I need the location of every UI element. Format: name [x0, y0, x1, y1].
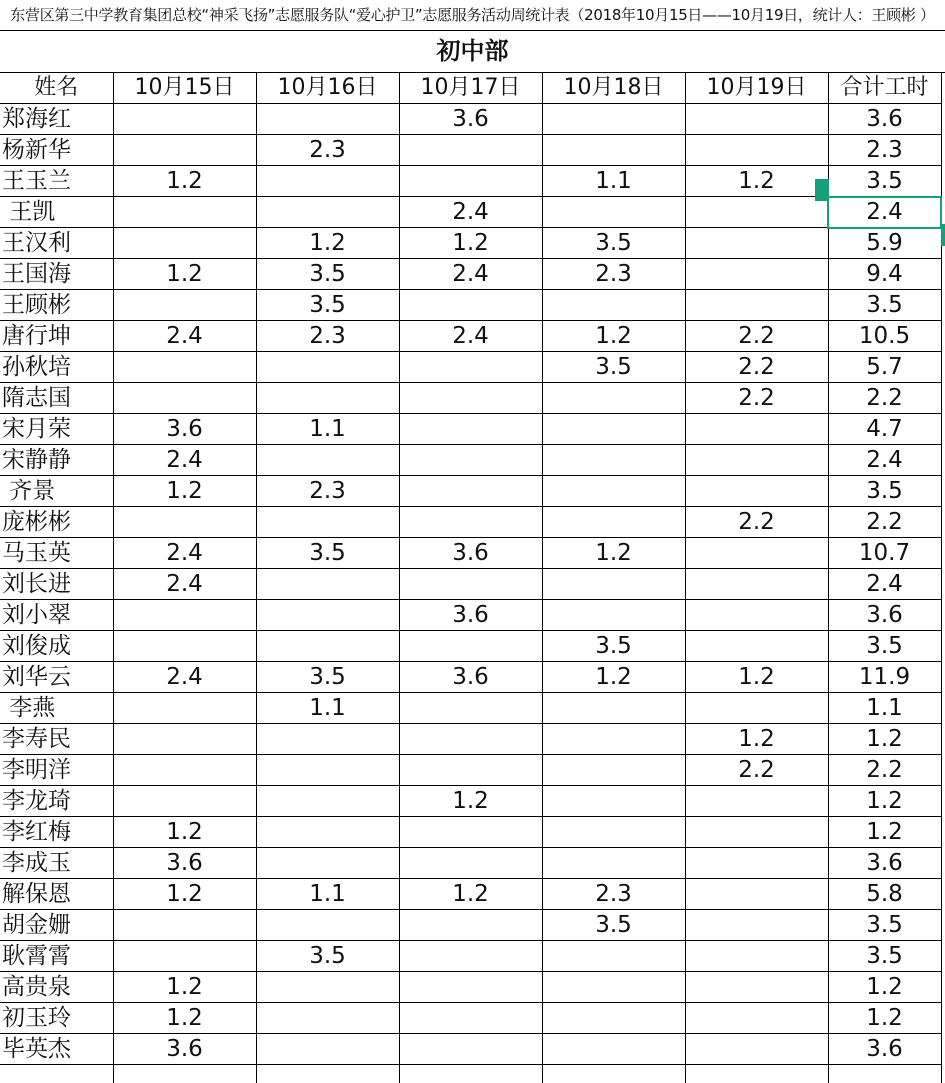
oct15-cell[interactable] [113, 290, 256, 321]
oct16-cell[interactable] [256, 352, 399, 383]
total-cell[interactable]: 1.2 [828, 786, 941, 817]
total-cell[interactable]: 10.5 [828, 321, 941, 352]
hours-table [0, 73, 942, 1083]
table-row [0, 786, 941, 817]
table-row [0, 569, 941, 600]
oct19-cell[interactable] [685, 1034, 828, 1065]
oct15-cell[interactable] [113, 507, 256, 538]
oct16-cell[interactable]: 1.2 [256, 228, 399, 259]
name-cell[interactable]: 李明洋 [0, 755, 113, 786]
table-row [0, 507, 941, 538]
oct17-cell[interactable] [399, 290, 542, 321]
oct16-cell[interactable] [256, 600, 399, 631]
oct15-cell[interactable] [113, 693, 256, 724]
oct17-cell[interactable]: 1.2 [399, 879, 542, 910]
oct17-cell[interactable] [399, 1034, 542, 1065]
table-row [0, 259, 941, 290]
total-cell[interactable]: 9.4 [828, 259, 941, 290]
oct16-cell[interactable] [256, 631, 399, 662]
oct17-cell[interactable] [399, 569, 542, 600]
oct18-cell[interactable] [542, 1003, 685, 1034]
table-row [0, 476, 941, 507]
oct19-cell[interactable]: 2.2 [685, 755, 828, 786]
oct16-cell[interactable] [256, 848, 399, 879]
name-cell[interactable]: 庞彬彬 [0, 507, 113, 538]
name-cell[interactable]: 解保恩 [0, 879, 113, 910]
oct19-cell[interactable] [685, 197, 828, 228]
name-cell[interactable]: 郑海红 [0, 104, 113, 135]
oct19-cell[interactable] [685, 414, 828, 445]
oct17-cell[interactable]: 1.2 [399, 786, 542, 817]
oct15-cell[interactable] [113, 724, 256, 755]
oct17-cell[interactable] [399, 507, 542, 538]
oct15-cell[interactable]: 3.6 [113, 414, 256, 445]
total-cell[interactable]: 3.5 [828, 631, 941, 662]
oct19-cell[interactable] [685, 290, 828, 321]
oct16-cell[interactable]: 2.3 [256, 321, 399, 352]
oct17-cell[interactable] [399, 1003, 542, 1034]
oct19-cell[interactable] [685, 445, 828, 476]
oct15-cell[interactable]: 2.4 [113, 321, 256, 352]
total-cell[interactable]: 1.2 [828, 972, 941, 1003]
table-row [0, 1034, 941, 1065]
table-row [0, 538, 941, 569]
oct18-cell[interactable]: 3.5 [542, 910, 685, 941]
oct16-cell[interactable] [256, 786, 399, 817]
total-cell[interactable]: 2.3 [828, 135, 941, 166]
oct15-cell[interactable]: 1.2 [113, 879, 256, 910]
oct16-cell[interactable] [256, 383, 399, 414]
empty-cell[interactable] [113, 1065, 256, 1083]
name-cell[interactable]: 胡金姗 [0, 910, 113, 941]
column-header-oct17[interactable]: 10月17日 [399, 73, 542, 104]
table-row [0, 290, 941, 321]
oct19-cell[interactable] [685, 786, 828, 817]
header-row [0, 73, 941, 104]
total-cell[interactable]: 1.2 [828, 724, 941, 755]
oct15-cell[interactable]: 1.2 [113, 1003, 256, 1034]
total-cell[interactable]: 2.4 [828, 445, 941, 476]
column-header-oct19[interactable]: 10月19日 [685, 73, 828, 104]
oct15-cell[interactable] [113, 755, 256, 786]
oct19-cell[interactable] [685, 600, 828, 631]
selected-cell-outline[interactable] [827, 196, 942, 229]
empty-cell[interactable] [542, 1065, 685, 1083]
oct16-cell[interactable] [256, 569, 399, 600]
oct16-cell[interactable] [256, 724, 399, 755]
name-cell[interactable]: 李红梅 [0, 817, 113, 848]
oct19-cell[interactable] [685, 1003, 828, 1034]
oct16-cell[interactable]: 3.5 [256, 259, 399, 290]
total-cell[interactable]: 3.6 [828, 1034, 941, 1065]
oct18-cell[interactable]: 1.2 [542, 538, 685, 569]
oct17-cell[interactable] [399, 445, 542, 476]
name-cell[interactable]: 王汉利 [0, 228, 113, 259]
name-cell[interactable]: 唐行坤 [0, 321, 113, 352]
oct15-cell[interactable]: 1.2 [113, 972, 256, 1003]
total-cell[interactable]: 1.2 [828, 817, 941, 848]
oct16-cell[interactable]: 2.3 [256, 476, 399, 507]
oct16-cell[interactable] [256, 755, 399, 786]
oct19-cell[interactable] [685, 476, 828, 507]
total-cell[interactable]: 3.6 [828, 104, 941, 135]
oct19-cell[interactable] [685, 259, 828, 290]
oct16-cell[interactable]: 1.1 [256, 414, 399, 445]
name-cell[interactable]: 李寿民 [0, 724, 113, 755]
oct18-cell[interactable] [542, 104, 685, 135]
oct19-cell[interactable] [685, 817, 828, 848]
total-cell[interactable]: 5.9 [828, 228, 941, 259]
oct17-cell[interactable] [399, 383, 542, 414]
oct18-cell[interactable] [542, 755, 685, 786]
total-cell[interactable]: 2.4 [828, 197, 941, 228]
sheet-title[interactable]: 东营区第三中学教育集团总校“神采飞扬”志愿服务队“爱心护卫”志愿服务活动周统计表（2018年10月15日——10月19日，统计人：王顾彬 ） [0, 0, 945, 31]
oct16-cell[interactable] [256, 197, 399, 228]
oct18-cell[interactable] [542, 786, 685, 817]
total-cell[interactable]: 10.7 [828, 538, 941, 569]
oct17-cell[interactable] [399, 848, 542, 879]
oct15-cell[interactable] [113, 383, 256, 414]
oct15-cell[interactable]: 2.4 [113, 538, 256, 569]
selection-start-handle[interactable] [815, 179, 829, 201]
oct19-cell[interactable]: 1.2 [685, 166, 828, 197]
oct18-cell[interactable] [542, 197, 685, 228]
total-cell[interactable]: 2.2 [828, 383, 941, 414]
oct17-cell[interactable] [399, 414, 542, 445]
oct18-cell[interactable]: 3.5 [542, 352, 685, 383]
table-row [0, 166, 941, 197]
oct18-cell[interactable] [542, 817, 685, 848]
oct18-cell[interactable]: 2.3 [542, 259, 685, 290]
oct19-cell[interactable] [685, 910, 828, 941]
oct15-cell[interactable]: 2.4 [113, 569, 256, 600]
oct15-cell[interactable] [113, 197, 256, 228]
oct15-cell[interactable] [113, 104, 256, 135]
oct17-cell[interactable] [399, 724, 542, 755]
name-cell[interactable]: 李成玉 [0, 848, 113, 879]
name-cell[interactable]: 刘小翠 [0, 600, 113, 631]
oct17-cell[interactable] [399, 476, 542, 507]
oct15-cell[interactable] [113, 941, 256, 972]
total-cell[interactable]: 4.7 [828, 414, 941, 445]
oct19-cell[interactable] [685, 631, 828, 662]
oct17-cell[interactable]: 1.2 [399, 228, 542, 259]
oct18-cell[interactable] [542, 507, 685, 538]
oct18-cell[interactable]: 1.2 [542, 662, 685, 693]
oct16-cell[interactable] [256, 1003, 399, 1034]
oct16-cell[interactable]: 3.5 [256, 538, 399, 569]
oct19-cell[interactable] [685, 941, 828, 972]
oct15-cell[interactable] [113, 910, 256, 941]
name-cell[interactable]: 耿霄霄 [0, 941, 113, 972]
empty-row [0, 1065, 941, 1083]
oct18-cell[interactable] [542, 569, 685, 600]
total-cell[interactable]: 2.2 [828, 507, 941, 538]
total-cell[interactable]: 11.9 [828, 662, 941, 693]
oct16-cell[interactable] [256, 104, 399, 135]
table-row [0, 724, 941, 755]
column-header-total[interactable]: 合计工时 [828, 73, 941, 104]
table-body [0, 104, 941, 1083]
oct17-cell[interactable]: 2.4 [399, 259, 542, 290]
table-row [0, 414, 941, 445]
oct19-cell[interactable] [685, 569, 828, 600]
oct17-cell[interactable] [399, 755, 542, 786]
oct18-cell[interactable]: 3.5 [542, 228, 685, 259]
total-cell[interactable]: 2.4 [828, 569, 941, 600]
table-row [0, 600, 941, 631]
oct16-cell[interactable]: 1.1 [256, 693, 399, 724]
total-cell[interactable]: 3.5 [828, 166, 941, 197]
oct19-cell[interactable]: 2.2 [685, 352, 828, 383]
oct15-cell[interactable] [113, 135, 256, 166]
oct16-cell[interactable]: 3.5 [256, 941, 399, 972]
oct16-cell[interactable]: 3.5 [256, 290, 399, 321]
oct19-cell[interactable] [685, 848, 828, 879]
oct17-cell[interactable] [399, 941, 542, 972]
table-row [0, 662, 941, 693]
empty-cell[interactable] [828, 1065, 941, 1083]
oct15-cell[interactable]: 1.2 [113, 259, 256, 290]
oct18-cell[interactable] [542, 941, 685, 972]
total-cell[interactable]: 1.2 [828, 1003, 941, 1034]
oct18-cell[interactable] [542, 290, 685, 321]
oct17-cell[interactable] [399, 817, 542, 848]
oct18-cell[interactable]: 1.1 [542, 166, 685, 197]
name-cell[interactable]: 齐景 [0, 476, 113, 507]
oct16-cell[interactable] [256, 910, 399, 941]
table-row [0, 197, 941, 228]
name-cell[interactable]: 马玉英 [0, 538, 113, 569]
oct17-cell[interactable] [399, 631, 542, 662]
oct18-cell[interactable] [542, 1034, 685, 1065]
total-cell[interactable]: 5.8 [828, 879, 941, 910]
name-cell[interactable]: 高贵泉 [0, 972, 113, 1003]
oct15-cell[interactable] [113, 786, 256, 817]
table-row [0, 879, 941, 910]
table-row [0, 848, 941, 879]
section-title[interactable]: 初中部 [0, 31, 945, 73]
name-cell[interactable]: 宋静静 [0, 445, 113, 476]
table-row [0, 228, 941, 259]
column-header-name[interactable]: 姓名 [0, 73, 113, 104]
oct17-cell[interactable]: 2.4 [399, 197, 542, 228]
oct19-cell[interactable] [685, 879, 828, 910]
total-cell[interactable]: 3.6 [828, 600, 941, 631]
table-row [0, 445, 941, 476]
total-cell[interactable]: 3.5 [828, 910, 941, 941]
oct16-cell[interactable] [256, 817, 399, 848]
oct19-cell[interactable]: 1.2 [685, 662, 828, 693]
column-header-oct16[interactable]: 10月16日 [256, 73, 399, 104]
oct19-cell[interactable] [685, 135, 828, 166]
oct19-cell[interactable] [685, 972, 828, 1003]
oct15-cell[interactable] [113, 352, 256, 383]
table-row [0, 755, 941, 786]
oct15-cell[interactable]: 3.6 [113, 848, 256, 879]
oct16-cell[interactable]: 3.5 [256, 662, 399, 693]
table-row [0, 1003, 941, 1034]
name-cell[interactable]: 刘长进 [0, 569, 113, 600]
total-cell[interactable]: 5.7 [828, 352, 941, 383]
table-row [0, 693, 941, 724]
oct16-cell[interactable]: 2.3 [256, 135, 399, 166]
oct15-cell[interactable]: 1.2 [113, 817, 256, 848]
total-cell[interactable]: 3.5 [828, 941, 941, 972]
empty-cell[interactable] [0, 1065, 113, 1083]
name-cell[interactable]: 李龙琦 [0, 786, 113, 817]
oct18-cell[interactable] [542, 135, 685, 166]
name-cell[interactable]: 初玉玲 [0, 1003, 113, 1034]
oct16-cell[interactable] [256, 1034, 399, 1065]
oct17-cell[interactable] [399, 352, 542, 383]
empty-cell[interactable] [256, 1065, 399, 1083]
name-cell[interactable]: 王凯 [0, 197, 113, 228]
oct17-cell[interactable] [399, 135, 542, 166]
name-cell[interactable]: 隋志国 [0, 383, 113, 414]
name-cell[interactable]: 李燕 [0, 693, 113, 724]
oct19-cell[interactable] [685, 228, 828, 259]
oct19-cell[interactable] [685, 104, 828, 135]
total-cell[interactable]: 3.6 [828, 848, 941, 879]
name-cell[interactable]: 王玉兰 [0, 166, 113, 197]
oct17-cell[interactable]: 3.6 [399, 600, 542, 631]
oct17-cell[interactable]: 3.6 [399, 538, 542, 569]
oct17-cell[interactable] [399, 972, 542, 1003]
table-row [0, 941, 941, 972]
empty-cell[interactable] [685, 1065, 828, 1083]
name-cell[interactable]: 毕英杰 [0, 1034, 113, 1065]
oct18-cell[interactable] [542, 972, 685, 1003]
table-row [0, 352, 941, 383]
oct18-cell[interactable]: 1.2 [542, 321, 685, 352]
oct19-cell[interactable]: 2.2 [685, 321, 828, 352]
table-row [0, 321, 941, 352]
oct15-cell[interactable]: 1.2 [113, 476, 256, 507]
column-header-oct18[interactable]: 10月18日 [542, 73, 685, 104]
total-cell[interactable]: 3.5 [828, 476, 941, 507]
total-cell[interactable]: 1.1 [828, 693, 941, 724]
oct19-cell[interactable] [685, 693, 828, 724]
table-row [0, 135, 941, 166]
oct16-cell[interactable]: 1.1 [256, 879, 399, 910]
name-cell[interactable]: 刘俊成 [0, 631, 113, 662]
oct15-cell[interactable] [113, 600, 256, 631]
oct18-cell[interactable]: 3.5 [542, 631, 685, 662]
table-row [0, 817, 941, 848]
table-row [0, 972, 941, 1003]
oct15-cell[interactable]: 1.2 [113, 166, 256, 197]
oct16-cell[interactable] [256, 507, 399, 538]
oct19-cell[interactable]: 1.2 [685, 724, 828, 755]
oct15-cell[interactable] [113, 228, 256, 259]
oct15-cell[interactable]: 2.4 [113, 662, 256, 693]
name-cell[interactable]: 王顾彬 [0, 290, 113, 321]
oct16-cell[interactable] [256, 166, 399, 197]
oct18-cell[interactable] [542, 383, 685, 414]
name-cell[interactable]: 王国海 [0, 259, 113, 290]
oct17-cell[interactable]: 3.6 [399, 662, 542, 693]
oct18-cell[interactable] [542, 476, 685, 507]
table-row [0, 631, 941, 662]
oct18-cell[interactable] [542, 693, 685, 724]
oct15-cell[interactable] [113, 631, 256, 662]
oct16-cell[interactable] [256, 972, 399, 1003]
oct18-cell[interactable] [542, 848, 685, 879]
total-cell[interactable]: 2.2 [828, 755, 941, 786]
table-row [0, 104, 941, 135]
oct16-cell[interactable] [256, 445, 399, 476]
selection-end-handle[interactable] [941, 224, 945, 246]
oct17-cell[interactable] [399, 166, 542, 197]
oct19-cell[interactable]: 2.2 [685, 383, 828, 414]
oct18-cell[interactable] [542, 724, 685, 755]
name-cell[interactable]: 孙秋培 [0, 352, 113, 383]
name-cell[interactable]: 杨新华 [0, 135, 113, 166]
oct17-cell[interactable] [399, 693, 542, 724]
column-header-oct15[interactable]: 10月15日 [113, 73, 256, 104]
name-cell[interactable]: 刘华云 [0, 662, 113, 693]
oct19-cell[interactable]: 2.2 [685, 507, 828, 538]
oct17-cell[interactable] [399, 910, 542, 941]
table-row [0, 910, 941, 941]
oct17-cell[interactable]: 2.4 [399, 321, 542, 352]
oct18-cell[interactable] [542, 600, 685, 631]
oct15-cell[interactable]: 2.4 [113, 445, 256, 476]
oct18-cell[interactable]: 2.3 [542, 879, 685, 910]
total-cell[interactable]: 3.5 [828, 290, 941, 321]
oct18-cell[interactable] [542, 445, 685, 476]
oct15-cell[interactable]: 3.6 [113, 1034, 256, 1065]
oct17-cell[interactable]: 3.6 [399, 104, 542, 135]
oct19-cell[interactable] [685, 538, 828, 569]
empty-cell[interactable] [399, 1065, 542, 1083]
oct18-cell[interactable] [542, 414, 685, 445]
table-row [0, 383, 941, 414]
name-cell[interactable]: 宋月荣 [0, 414, 113, 445]
